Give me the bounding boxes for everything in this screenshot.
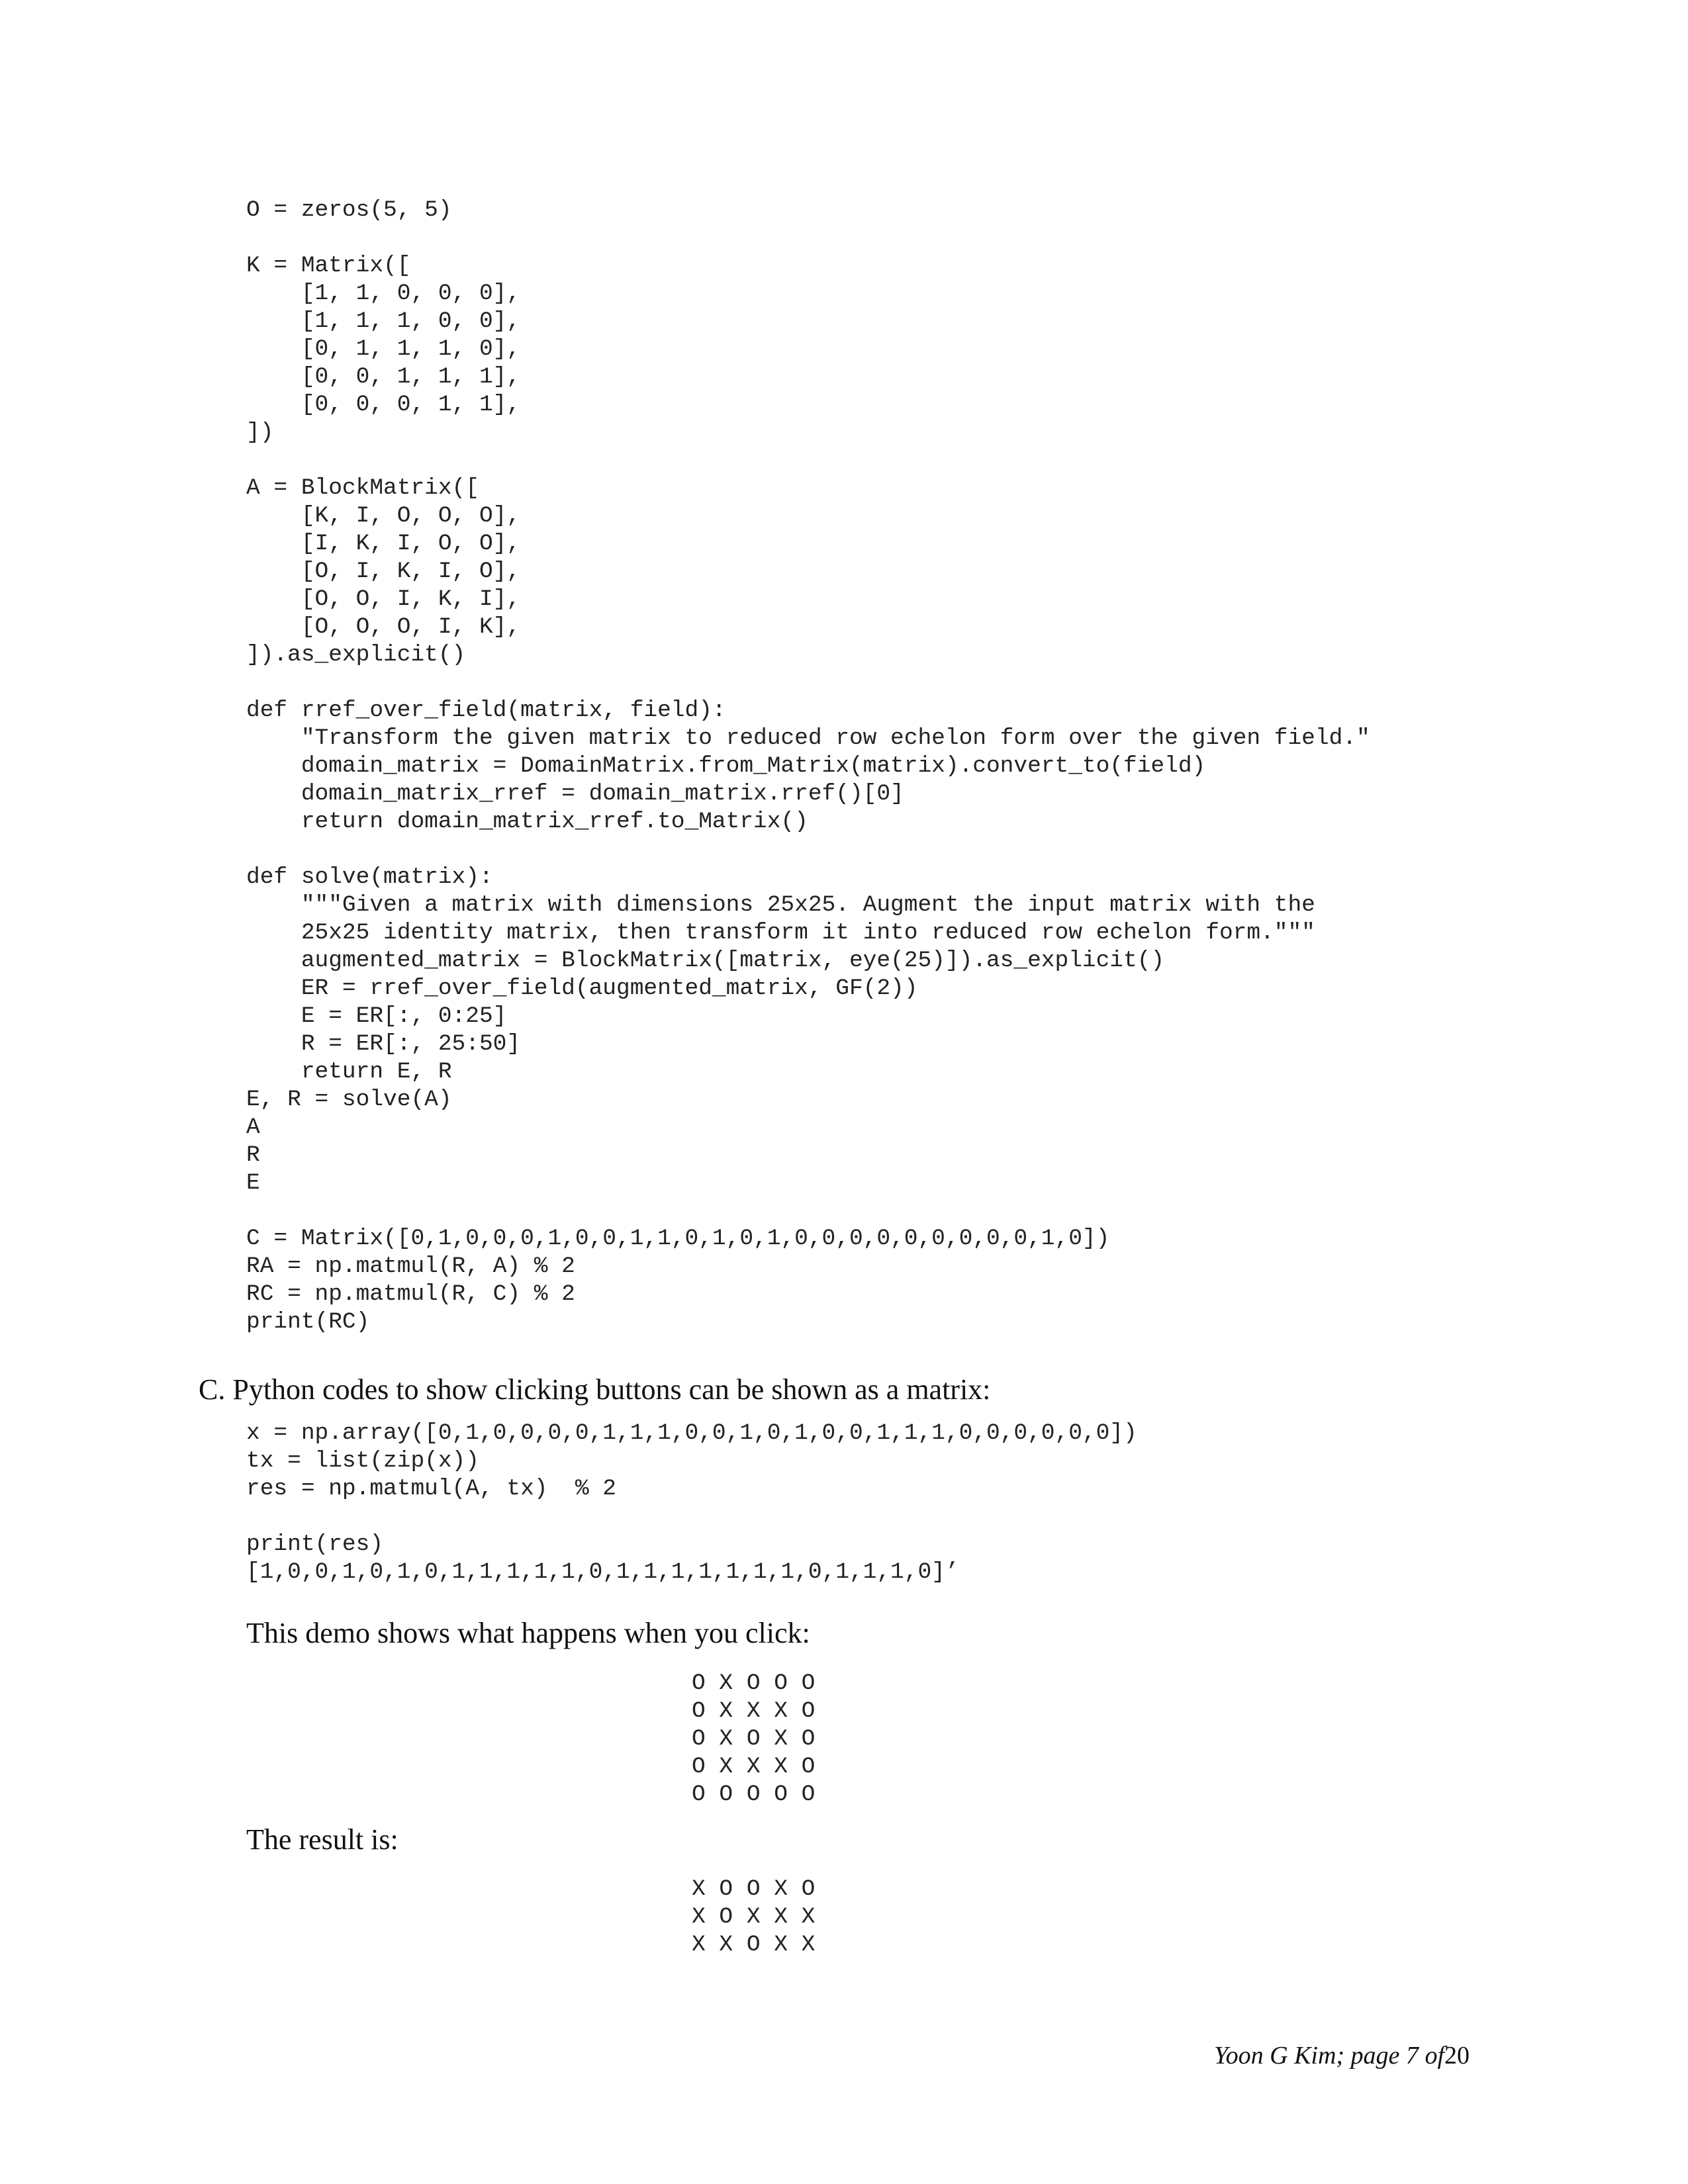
result-grid: X O O X O X O X X X X X O X X [692,1876,816,1958]
footer-author-page: Yoon G Kim; page 7 [1213,2042,1419,2070]
section-c-heading: C. Python codes to show clicking buttons can be shown as a matrix: [199,1373,991,1406]
code-block-setup-and-solve: O = zeros(5, 5) K = Matrix([ [1, 1, 0, 0, 0], [1, 1, 1, 0, 0], [0, 1, 1, 1, 0], [0, 0, 1, 1, 1], [0, 0, 0, 1, 1], ]) A = BlockMatrix([ [K, I, O, O, O], [I, K, I, O, O], [O, I, K, I, O], [O, O, I, K, I], [O, O, O, I, K], ]).as_explicit() def rref_over_field(matrix, field): "Transform the given matrix to reduced row echelon form over the given field." domain_matrix = DomainMatrix.from_Matrix(matrix).convert_to(field) domain_matrix_rref = domain_matrix.rref()[0] return domain_matrix_rref.to_Matrix() def solve(matrix): """Given a matrix with dimensions 25x25. Augment the input matrix with the 25x25 identity matrix, then transform it into reduced row echelon form.""" augmented_matrix = BlockMatrix([matrix, eye(25)]).as_explicit() ER = rref_over_field(augmented_matrix, GF(2)) E = ER[:, 0:25] R = ER[:, 25:50] return E, R E, R = solve(A) A R E C = Matrix([0,1,0,0,0,1,0,0,1,1,0,1,0,1,0,0,0,0,0,0,0,0,0,1,0]) RA = np.matmul(R, A) % 2 RC = np.matmul(R, C) % 2 print(RC) [246,197,1370,1335]
footer-of: of [1425,2042,1444,2070]
page-footer [1214,2040,1470,2071]
demo-description: This demo shows what happens when you click: [246,1617,810,1649]
demo-click-grid: O X O O O O X X X O O X O X O O X X X O O O O O O [692,1670,816,1807]
code-block-clicking-buttons: x = np.array([0,1,0,0,0,0,1,1,1,0,0,1,0,1,0,0,1,1,1,0,0,0,0,0,0]) tx = list(zip(x)) res = np.matmul(A, tx) % 2 print(res) [1,0,0,1,0,1,0,1,1,1,1,1,0,1,1,1,1,1,1,1,0,1,1,1,0]’ [246,1420,1137,1585]
footer-total-pages: 20 [1444,2042,1470,2070]
result-description: The result is: [246,1823,399,1856]
